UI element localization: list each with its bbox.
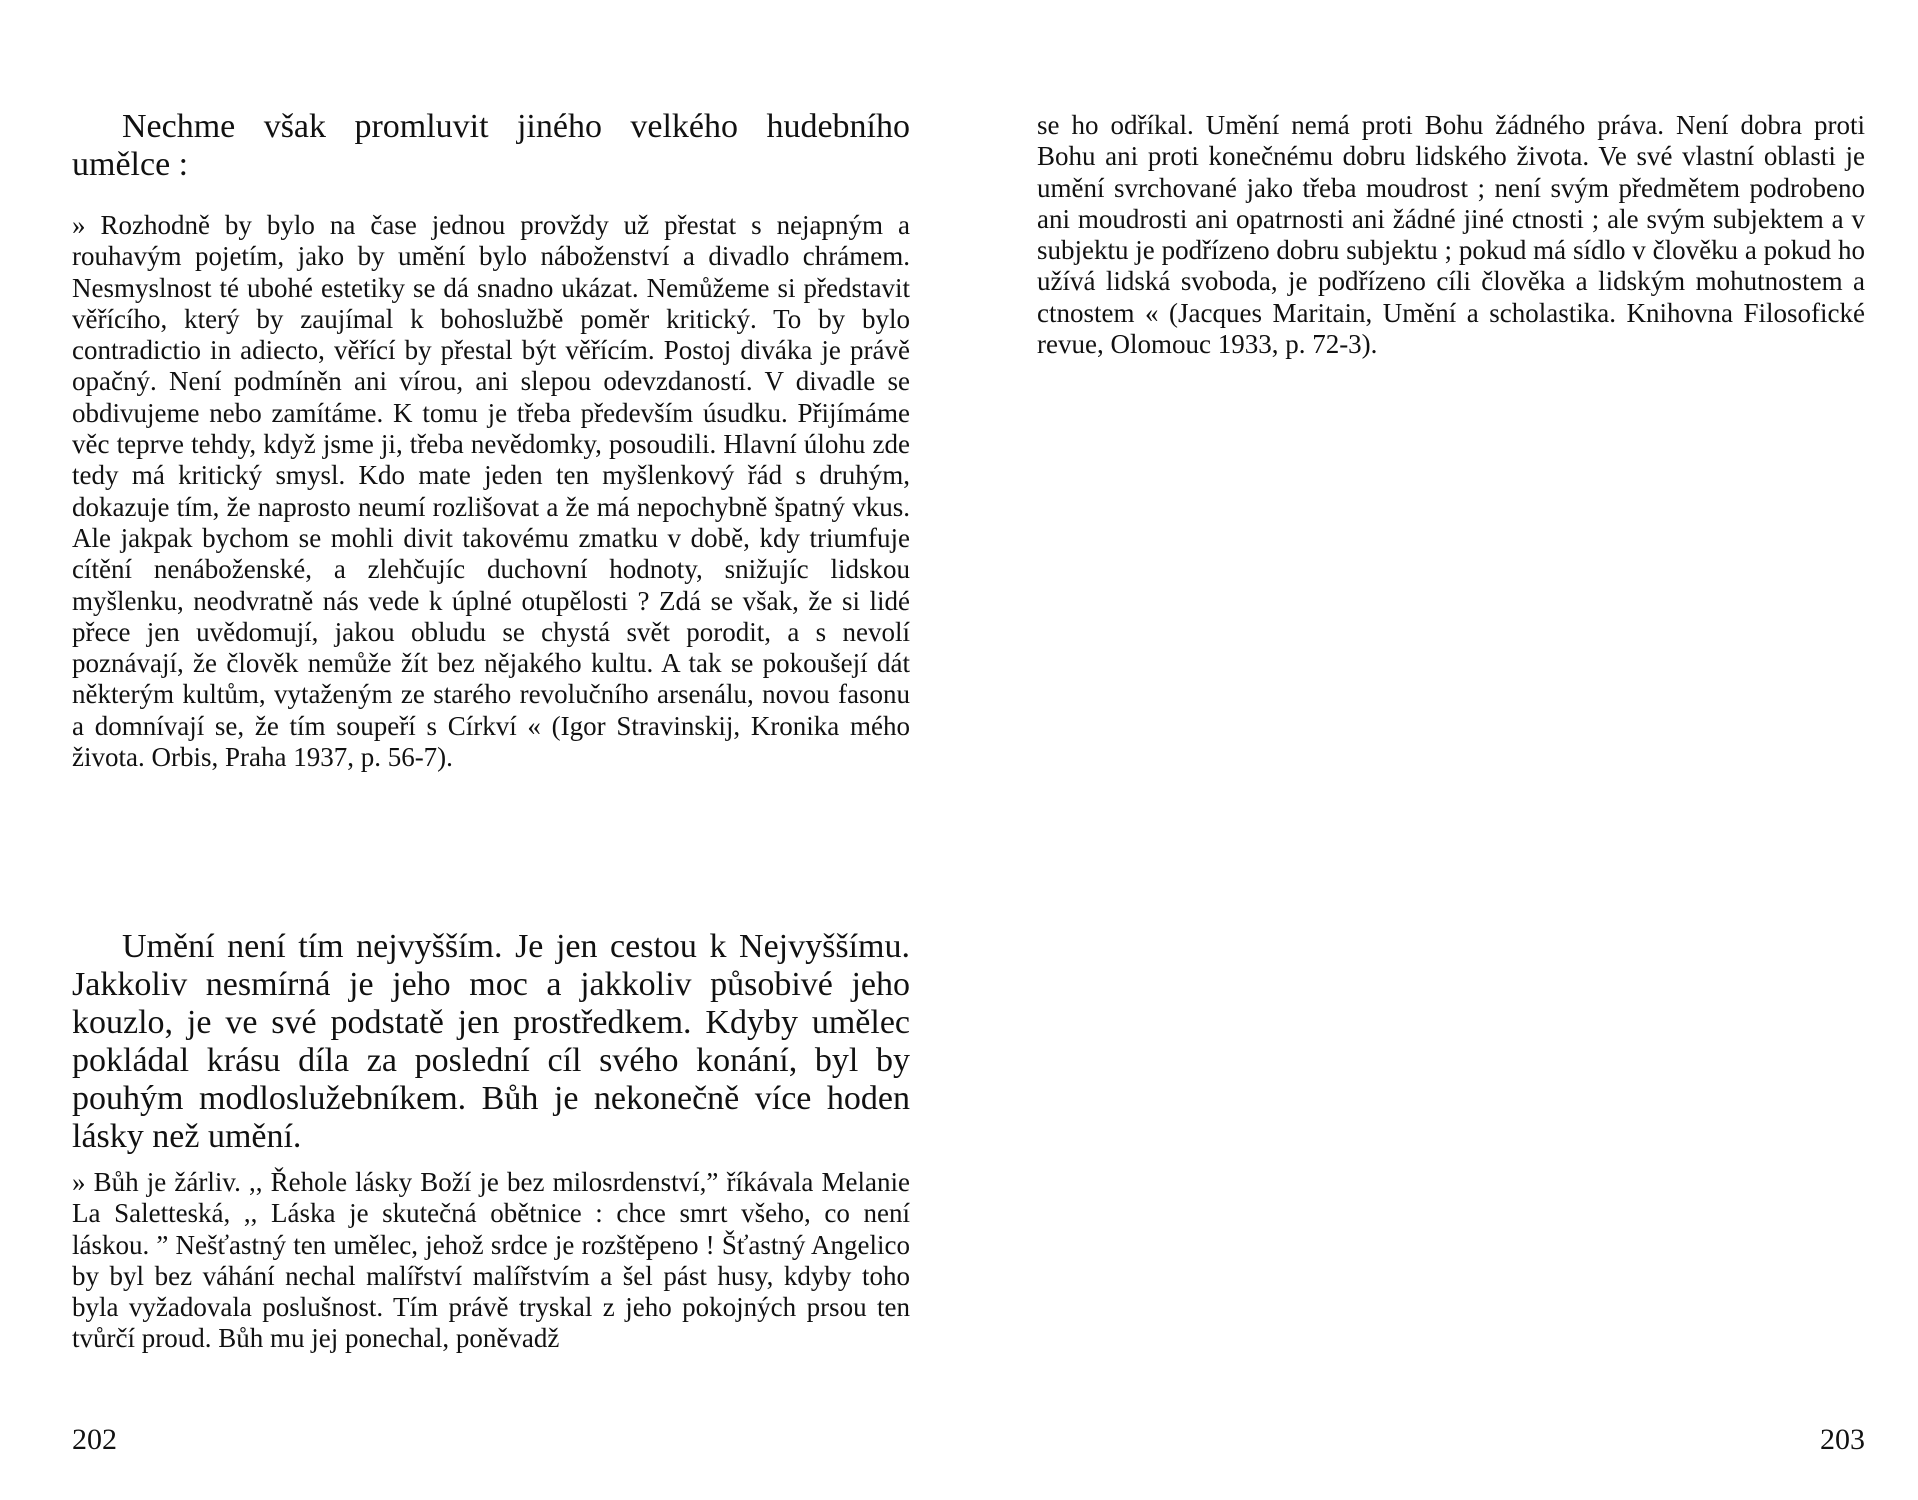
- page-number-left: 202: [72, 1423, 117, 1456]
- left-paragraph-art: Umění není tím nejvyšším. Je jen cestou k Nejvyššímu. Jakkoliv nesmírná je jeho moc a jakkoliv působivé jeho kouzlo, je ve své podstatě jen prostředkem. Kdyby umělec pokládal krásu díla za poslední cíl svého konání, byl by pouhým modloslužebníkem. Bůh je nekonečně více hoden lásky než umění.: [72, 928, 910, 1155]
- right-quote-continuation: se ho odříkal. Umění nemá proti Bohu žádného práva. Není dobra proti Bohu ani proti konečnému dobru lidského života. Ve své vlastní oblasti je umění svrchované jako třeba moudrost ; není svým předmětem podrobeno ani moudrosti ani opatrnosti ani žádné jiné ctnosti ; ale svým subjektem a v subjektu je podřízeno dobru subjektu ; pokud má sídlo v člověku a pokud ho užívá lidská svoboda, je podřízeno cíli člověka a lidským mohutnostem a ctnostem « (Jacques Maritain, Umění a scholastika. Knihovna Filosofické revue, Olomouc 1933, p. 72-3).: [1037, 110, 1865, 360]
- left-paragraph-intro: Nechme však promluvit jiného velkého hudebního umělce :: [72, 108, 910, 183]
- left-quote-god-jealous: » Bůh je žárliv. ,, Řehole lásky Boží je bez milosrdenství,” říkávala Melanie La Saletteská, ,, Láska je skutečná obětnice : chce smrt všeho, co není láskou. ” Nešťastný ten umělec, jehož srdce je rozštěpeno ! Šťastný Angelico by byl bez váhání nechal malířství malířstvím a šel pást husy, kdyby toho byla vyžadovala poslušnost. Tím právě tryskal z jeho pokojných prsou ten tvůrčí proud. Bůh mu jej ponechal, poněvadž: [72, 1167, 910, 1354]
- page-number-right: 203: [1820, 1423, 1865, 1456]
- left-quote-stravinsky: » Rozhodně by bylo na čase jednou provždy už přestat s nejapným a rouhavým pojetím, jako by umění bylo náboženství a divadlo chrámem. Nesmyslnost té ubohé estetiky se dá snadno ukázat. Nemůžeme si představit věřícího, který by zaujímal k bohoslužbě poměr kritický. To by bylo contradictio in adiecto, věřící by přestal být věřícím. Postoj diváka je právě opačný. Není podmíněn ani vírou, ani slepou odevzdaností. V divadle se obdivujeme nebo zamítáme. K tomu je třeba především úsudku. Přijímáme věc teprve tehdy, když jsme ji, třeba nevědomky, posoudili. Hlavní úlohu zde tedy má kritický smysl. Kdo mate jeden ten myšlenkový řád s druhým, dokazuje tím, že naprosto neumí rozlišovat a že má nepochybně špatný vkus. Ale jakpak bychom se mohli divit takovému zmatku v době, kdy triumfuje cítění nenáboženské, a zlehčujíc duchovní hodnoty, snižujíc lidskou myšlenku, neodvratně nás vede k úplné otupělosti ? Zdá se však, že si lidé přece jen uvědomují, jakou obludu se chystá svět porodit, a s nevolí poznávají, že člověk nemůže žít bez nějakého kultu. A tak se pokoušejí dát některým kultům, vytaženým ze starého revolučního arsenálu, novou fasonu a domnívají se, že tím soupeří s Církví « (Igor Stravinskij, Kronika mého života. Orbis, Praha 1937, p. 56-7).: [72, 210, 910, 773]
- right-page: [959, 0, 1918, 1500]
